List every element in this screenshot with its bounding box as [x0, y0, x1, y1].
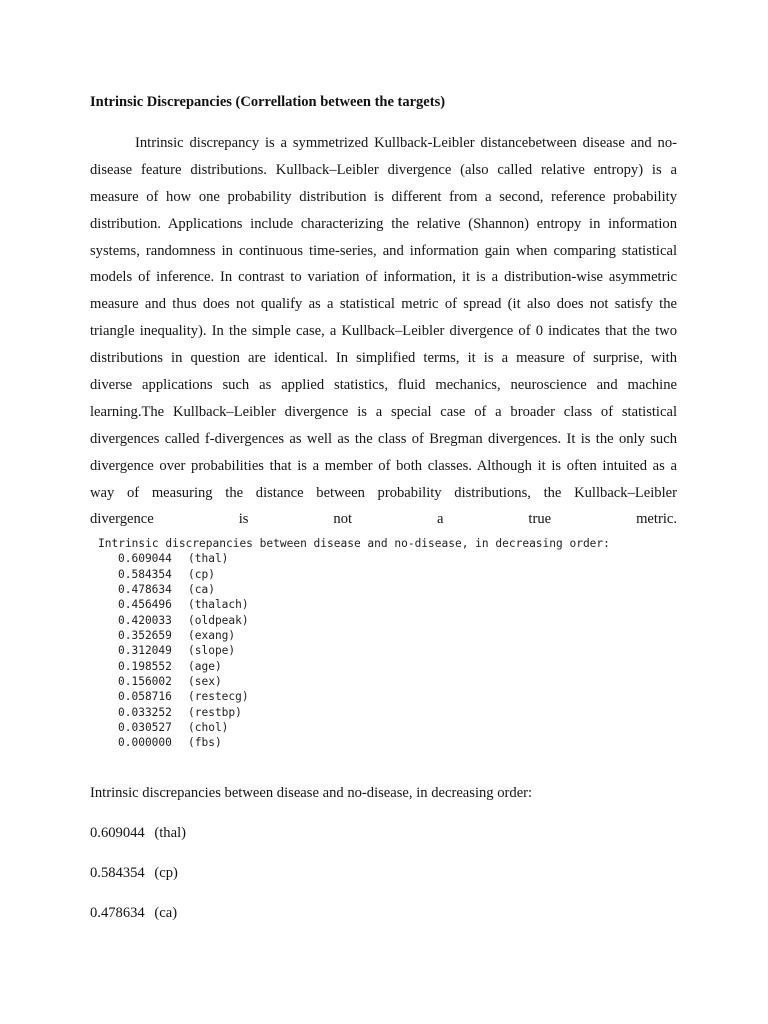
paragraph-line: divergence is not a true metric.	[90, 511, 677, 528]
code-row-value: 0.156002	[118, 675, 172, 689]
code-row-value: 0.312049	[118, 644, 172, 658]
code-row-value: 0.030527	[118, 721, 172, 735]
plain-item-value: 0.478634	[90, 905, 145, 921]
plain-item-name: (ca)	[154, 905, 178, 921]
code-row-value: 0.420033	[118, 613, 172, 627]
body-paragraph	[90, 130, 677, 533]
code-row-feature: (oldpeak)	[188, 613, 249, 627]
code-output-row	[98, 674, 658, 689]
paragraph-line: diverse applications such as applied statistics, fluid mechanics, neuroscience and machine	[90, 377, 677, 394]
paragraph-line: divergence over probabilities that is a member of both classes. Although it is often intuited as a	[90, 457, 677, 474]
code-row-feature: (thalach)	[188, 598, 249, 612]
code-row-value: 0.609044	[118, 552, 172, 566]
code-row-feature: (exang)	[188, 629, 236, 643]
code-row-feature: (age)	[188, 659, 222, 673]
paragraph-line: disease feature distributions. Kullback–Leibler divergence (also called relative entropy) is a	[90, 161, 677, 178]
paragraph-line: way of measuring the distance between probability distributions, the Kullback–Leibler	[90, 484, 677, 501]
paragraph-line: systems, randomness in continuous time-series, and information gain when comparing statistical	[90, 242, 677, 259]
paragraph-line: measure and thus does not qualify as a statistical metric of spread (it also does not satisfy the	[90, 296, 677, 313]
code-row-feature: (ca)	[188, 583, 215, 597]
code-row-value: 0.058716	[118, 690, 172, 704]
paragraph-line: distribution. Applications include characterizing the relative (Shannon) entropy in information	[90, 215, 677, 232]
plain-listing-item	[90, 904, 177, 922]
code-row-feature: (thal)	[188, 552, 229, 566]
code-row-value: 0.584354	[118, 567, 172, 581]
code-row-feature: (chol)	[188, 721, 229, 735]
code-row-feature: (slope)	[188, 644, 236, 658]
code-row-feature: (fbs)	[188, 736, 222, 750]
code-output-row	[98, 613, 658, 628]
code-output-row	[98, 567, 658, 582]
paragraph-line: distributions in question are identical. In simplified terms, it is a measure of surprise, with	[90, 350, 677, 367]
code-output-row	[98, 597, 658, 612]
code-row-value: 0.352659	[118, 629, 172, 643]
code-row-feature: (sex)	[188, 675, 222, 689]
code-row-feature: (cp)	[188, 567, 215, 581]
code-output-row	[98, 689, 658, 704]
paragraph-line: measure of how one probability distribution is different from a second, reference probability	[90, 188, 677, 205]
paragraph-line: Intrinsic discrepancy is a symmetrized Kullback-Leibler distancebetween disease and no-	[135, 135, 677, 151]
code-output-header: Intrinsic discrepancies between disease and no-disease, in decreasing order:	[98, 537, 610, 550]
code-output-row	[98, 659, 658, 674]
plain-item-name: (cp)	[154, 865, 178, 881]
code-output-block	[98, 536, 658, 751]
plain-item-value: 0.584354	[90, 865, 145, 881]
code-row-value: 0.198552	[118, 659, 172, 673]
code-row-value: 0.456496	[118, 598, 172, 612]
code-output-row	[98, 643, 658, 658]
section-heading: Intrinsic Discrepancies (Correllation between the targets)	[90, 94, 446, 110]
paragraph-line: learning.The Kullback–Leibler divergence is a special case of a broader class of statistical	[90, 403, 677, 420]
code-row-feature: (restecg)	[188, 690, 249, 704]
code-row-value: 0.000000	[118, 736, 172, 750]
code-output-row	[98, 551, 658, 566]
plain-item-value: 0.609044	[90, 825, 145, 841]
code-row-value: 0.478634	[118, 583, 172, 597]
code-output-row	[98, 735, 658, 750]
code-output-row	[98, 628, 658, 643]
paragraph-line: triangle inequality). In the simple case, a Kullback–Leibler divergence of 0 indicates that the two	[90, 323, 677, 340]
plain-listing-item	[90, 824, 186, 842]
code-output-rows	[98, 551, 658, 750]
code-output-row	[98, 720, 658, 735]
plain-listing-header: Intrinsic discrepancies between disease and no-disease, in decreasing order:	[90, 785, 533, 801]
paragraph-line: models of inference. In contrast to variation of information, it is a distribution-wise asymmetric	[90, 269, 677, 286]
code-output-row	[98, 705, 658, 720]
code-row-value: 0.033252	[118, 705, 172, 719]
code-output-row	[98, 582, 658, 597]
plain-listing-item	[90, 864, 178, 882]
code-row-feature: (restbp)	[188, 705, 242, 719]
plain-item-name: (thal)	[154, 825, 186, 841]
paragraph-line: divergences called f-divergences as well as the class of Bregman divergences. It is the only such	[90, 430, 677, 447]
